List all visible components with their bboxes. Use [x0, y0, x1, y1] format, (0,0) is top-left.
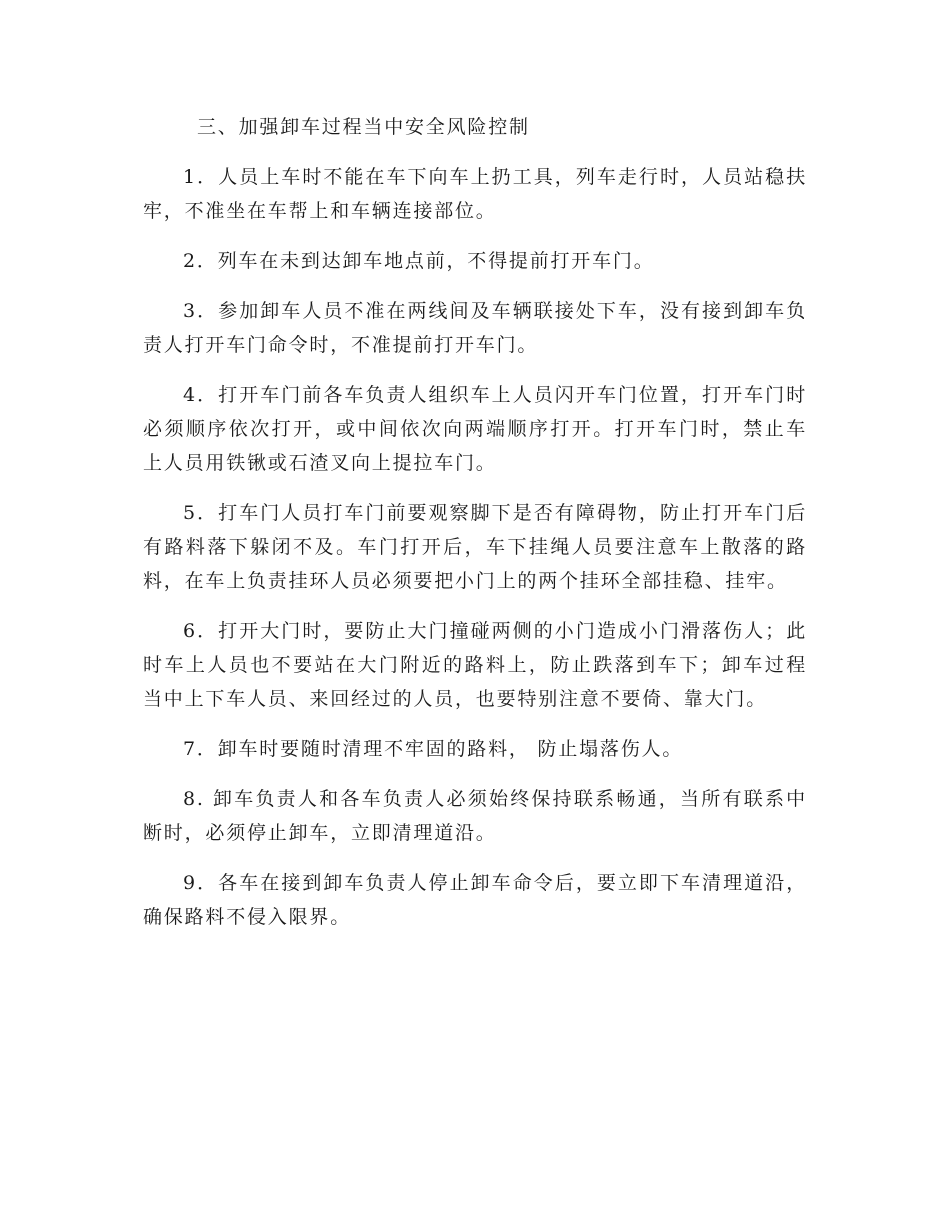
paragraph-3: 3．参加卸车人员不准在两线间及车辆联接处下车，没有接到卸车负责人打开车门命令时，不准提前打开车门。	[143, 300, 807, 356]
paragraph-4: 4．打开车门前各车负责人组织车上人员闪开车门位置，打开车门时必须顺序依次打开，或中间依次向两端顺序打开。打开车门时，禁止车上人员用铁锹或石渣叉向上提拉车门。	[143, 384, 807, 474]
paragraph-1: 1．人员上车时不能在车下向车上扔工具，列车走行时，人员站稳扶牢，不准坐在车帮上和车辆连接部位。	[143, 166, 807, 222]
section-heading: 三、加强卸车过程当中安全风险控制	[197, 116, 530, 138]
paragraph-5: 5．打车门人员打车门前要观察脚下是否有障碍物，防止打开车门后有路料落下躲闭不及。车门打开后，车下挂绳人员要注意车上散落的路料，在车上负责挂环人员必须要把小门上的两个挂环全部挂稳、挂牢。	[143, 502, 807, 592]
paragraph-9: 9．各车在接到卸车负责人停止卸车命令后，要立即下车清理道沿，确保路料不侵入限界。	[143, 872, 807, 928]
document-body	[143, 110, 807, 950]
paragraph-8: 8. 卸车负责人和各车负责人必须始终保持联系畅通，当所有联系中断时，必须停止卸车，立即清理道沿。	[143, 788, 807, 844]
paragraph-6: 6．打开大门时，要防止大门撞碰两侧的小门造成小门滑落伤人；此时车上人员也不要站在大门附近的路料上，防止跌落到车下；卸车过程当中上下车人员、来回经过的人员，也要特别注意不要倚、靠大门。	[143, 620, 807, 710]
paragraph-7: 7．卸车时要随时清理不牢固的路料， 防止塌落伤人。	[183, 738, 684, 760]
paragraph-2: 2．列车在未到达卸车地点前，不得提前打开车门。	[183, 250, 655, 272]
